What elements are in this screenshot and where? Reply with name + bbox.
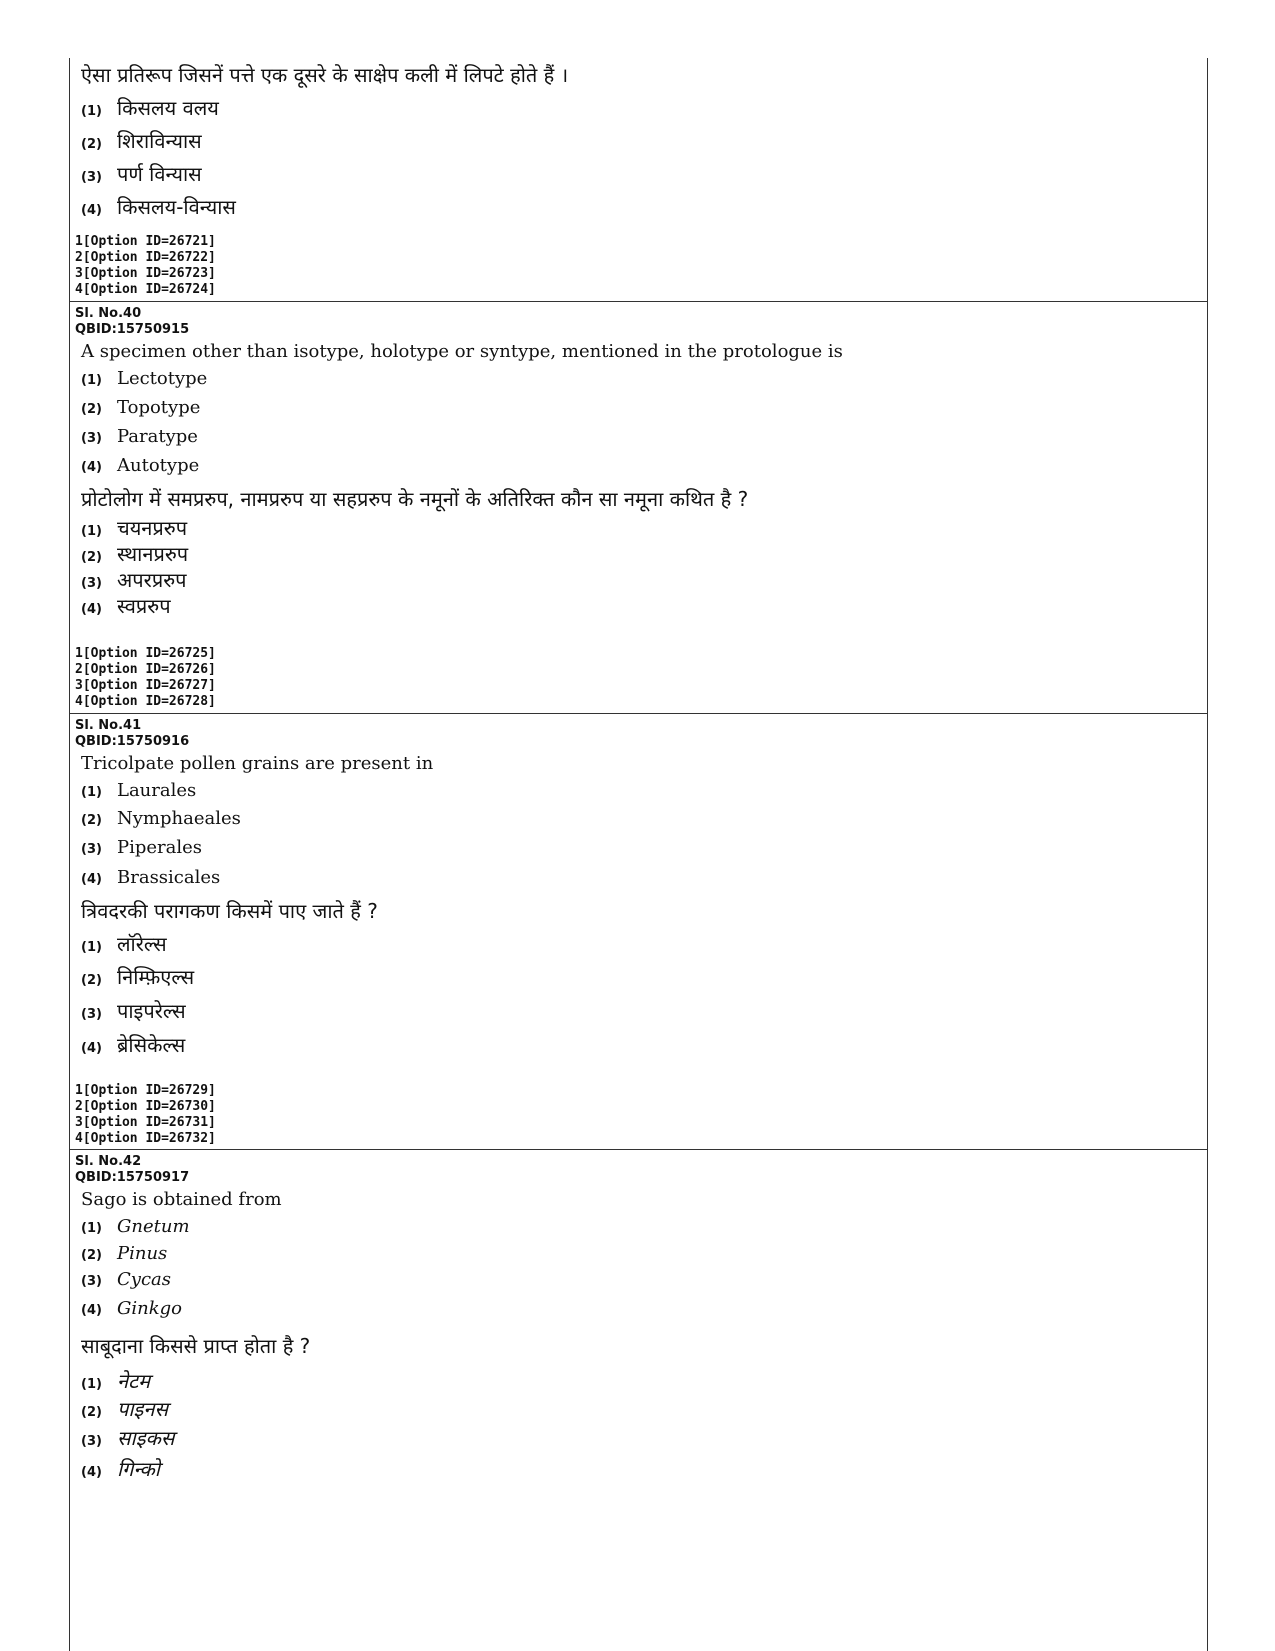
question-41-hindi-option-3: (3) पाइपरेल्स <box>81 999 186 1023</box>
question-40 <box>70 306 1207 709</box>
question-divider <box>70 1149 1207 1150</box>
question-42-serial: Sl. No.42 <box>75 1154 142 1169</box>
question-42-option-3: (3) Cycas <box>81 1269 171 1290</box>
question-42-qbid: QBID:15750917 <box>75 1170 190 1185</box>
question-42-option-1: (1) Gnetum <box>81 1216 190 1237</box>
question-40-hindi-option-4: (4) स्वप्ररुप <box>81 594 171 618</box>
question-39-hindi-option-2: (2) शिराविन्यास <box>81 129 202 153</box>
question-42-option-2: (2) Pinus <box>81 1243 168 1264</box>
question-40-option-3: (3) Paratype <box>81 426 198 447</box>
question-40-serial: Sl. No.40 <box>75 306 142 321</box>
question-42-option-4: (4) Ginkgo <box>81 1298 182 1319</box>
question-40-stem: A specimen other than isotype, holotype or syntype, mentioned in the protologue is <box>81 341 843 362</box>
question-40-hindi-option-3: (3) अपरप्ररुप <box>81 568 187 592</box>
question-divider <box>70 713 1207 714</box>
question-39-hindi-option-1: (1) किसलय वलय <box>81 96 219 120</box>
question-41-option-1: (1) Laurales <box>81 780 197 801</box>
question-41-hindi-stem: त्रिवदरकी परागकण किसमें पाए जाते हैं ? <box>81 899 378 923</box>
question-40-qbid: QBID:15750915 <box>75 322 190 337</box>
question-42-hindi-stem: साबूदाना किससे प्राप्त होता है ? <box>81 1334 311 1358</box>
question-divider <box>70 301 1207 302</box>
question-40-hindi-option-1: (1) चयनप्ररुप <box>81 516 188 540</box>
question-40-option-ids: 1[Option ID=26725] 2[Option ID=26726] 3[Option ID=26727] 4[Option ID=26728] <box>75 646 216 709</box>
question-40-option-1: (1) Lectotype <box>81 368 208 389</box>
question-39-hindi-stem: ऐसा प्रतिरूप जिसनें पत्ते एक दूसरे के साक्षेप कली में लिपटे होते हैं । <box>81 63 569 87</box>
question-42 <box>70 1154 1207 1485</box>
question-41-hindi-option-2: (2) निम्फ़िएल्स <box>81 965 195 989</box>
question-41 <box>70 718 1207 1146</box>
question-paper-frame <box>69 58 1208 1651</box>
question-41-option-ids: 1[Option ID=26729] 2[Option ID=26730] 3[Option ID=26731] 4[Option ID=26732] <box>75 1083 216 1146</box>
question-41-qbid: QBID:15750916 <box>75 734 190 749</box>
question-41-option-3: (3) Piperales <box>81 837 203 858</box>
question-40-hindi-stem: प्रोटोलोग में समप्ररुप, नामप्ररुप या सहप्ररुप के नमूनों के अतिरिक्त कौन सा नमूना कथित है ? <box>81 487 749 511</box>
question-41-option-4: (4) Brassicales <box>81 867 221 888</box>
question-42-hindi-option-1: (1) नेटम <box>81 1369 151 1393</box>
question-41-serial: Sl. No.41 <box>75 718 142 733</box>
question-42-hindi-option-3: (3) साइकस <box>81 1426 175 1450</box>
question-40-option-2: (2) Topotype <box>81 397 201 418</box>
question-39-continuation <box>70 58 1207 297</box>
question-39-hindi-option-4: (4) किसलय-विन्यास <box>81 195 236 219</box>
question-42-stem: Sago is obtained from <box>81 1189 282 1210</box>
question-39-hindi-option-3: (3) पर्ण विन्यास <box>81 162 202 186</box>
question-40-option-4: (4) Autotype <box>81 455 200 476</box>
question-42-hindi-option-4: (4) गिन्को <box>81 1457 160 1481</box>
question-41-hindi-option-1: (1) लॉरेल्स <box>81 932 167 956</box>
question-41-stem: Tricolpate pollen grains are present in <box>81 753 434 774</box>
question-42-hindi-option-2: (2) पाइनस <box>81 1397 168 1421</box>
question-40-hindi-option-2: (2) स्थानप्ररुप <box>81 542 189 566</box>
question-41-option-2: (2) Nymphaeales <box>81 808 241 829</box>
question-41-hindi-option-4: (4) ब्रेसिकेल्स <box>81 1033 186 1057</box>
question-39-option-ids: 1[Option ID=26721] 2[Option ID=26722] 3[Option ID=26723] 4[Option ID=26724] <box>75 234 216 297</box>
